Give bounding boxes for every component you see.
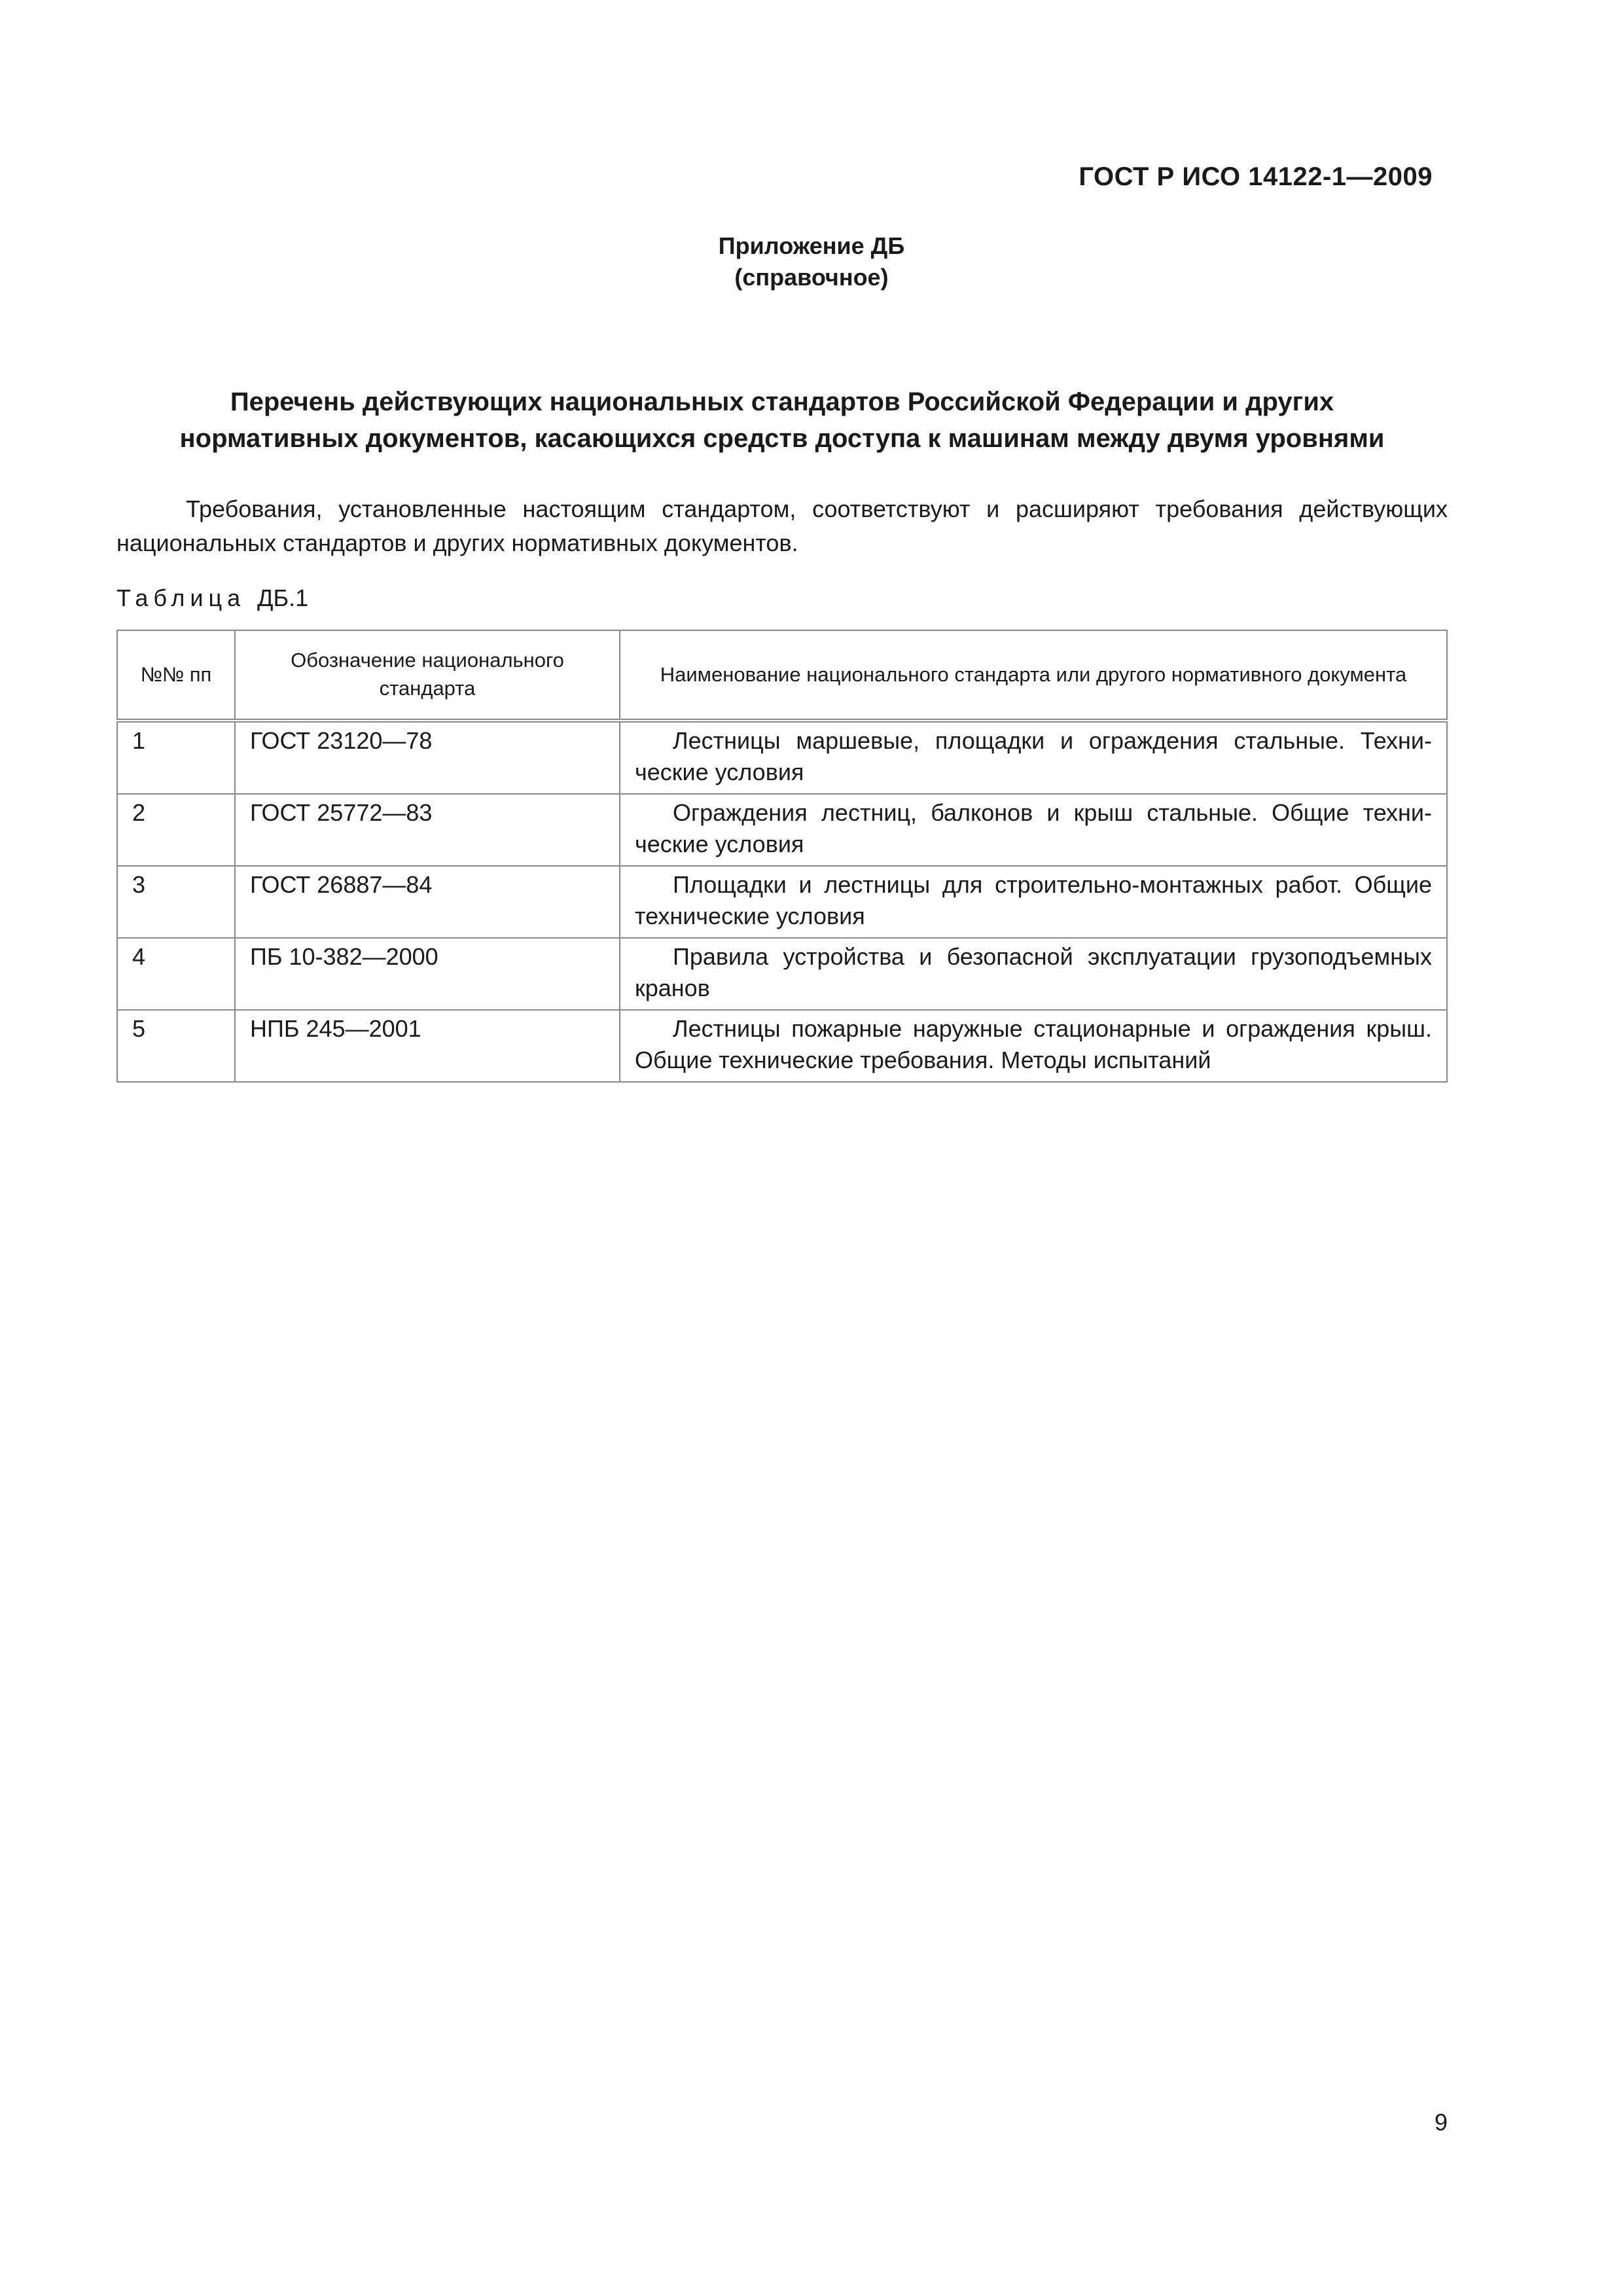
row-num: 3 xyxy=(117,866,235,938)
table-row xyxy=(117,866,1447,938)
row-num: 5 xyxy=(117,1010,235,1082)
table-caption xyxy=(116,584,308,612)
row-name: Площадки и лестницы для строительно-монтажных работ. Общие технические условия xyxy=(620,866,1447,938)
intro-paragraph: Требования, установленные настоящим стандартом, соответствуют и расширяют требования действующих национальных стандартов и других нормативных документов. xyxy=(116,495,1448,556)
table-caption-word: Таблица xyxy=(116,584,246,611)
appendix-type: (справочное) xyxy=(734,264,889,291)
row-name: Лестницы маршевые, площадки и ограждения стальные. Технические условия xyxy=(620,721,1447,794)
header-code: Обозначение национального стандарта xyxy=(235,630,620,721)
document-code: ГОСТ Р ИСО 14122-1—2009 xyxy=(1079,162,1433,191)
table-header-row xyxy=(117,630,1447,721)
table-caption-number: ДБ.1 xyxy=(257,584,309,611)
table-row xyxy=(117,938,1447,1010)
table-row xyxy=(117,1010,1447,1082)
row-name: Правила устройства и безопасной эксплуатации грузоподъемных кранов xyxy=(620,938,1447,1010)
row-num: 2 xyxy=(117,794,235,866)
header-name: Наименование национального стандарта или другого нормативного документа xyxy=(620,630,1447,721)
row-code: ПБ 10-382—2000 xyxy=(235,938,620,1010)
row-num: 4 xyxy=(117,938,235,1010)
table-row xyxy=(117,721,1447,794)
page-number: 9 xyxy=(1434,2109,1448,2136)
document-title xyxy=(116,384,1448,457)
table-row xyxy=(117,794,1447,866)
row-code: ГОСТ 26887—84 xyxy=(235,866,620,938)
title-line-2: нормативных документов, касающихся средств доступа к машинам между двумя уровнями xyxy=(179,424,1385,453)
row-code: ГОСТ 23120—78 xyxy=(235,721,620,794)
row-num: 1 xyxy=(117,721,235,794)
header-num: №№ пп xyxy=(117,630,235,721)
standards-table xyxy=(116,630,1448,1083)
appendix-label: Приложение ДБ xyxy=(718,232,905,259)
row-name: Ограждения лестниц, балконов и крыш стальные. Общие технические условия xyxy=(620,794,1447,866)
row-code: ГОСТ 25772—83 xyxy=(235,794,620,866)
title-line-1: Перечень действующих национальных стандартов Российской Федерации и других xyxy=(230,387,1334,416)
row-name: Лестницы пожарные наружные стационарные и ограждения крыш. Общие технические требования. Методы испытаний xyxy=(620,1010,1447,1082)
appendix-heading xyxy=(0,230,1623,293)
row-code: НПБ 245—2001 xyxy=(235,1010,620,1082)
